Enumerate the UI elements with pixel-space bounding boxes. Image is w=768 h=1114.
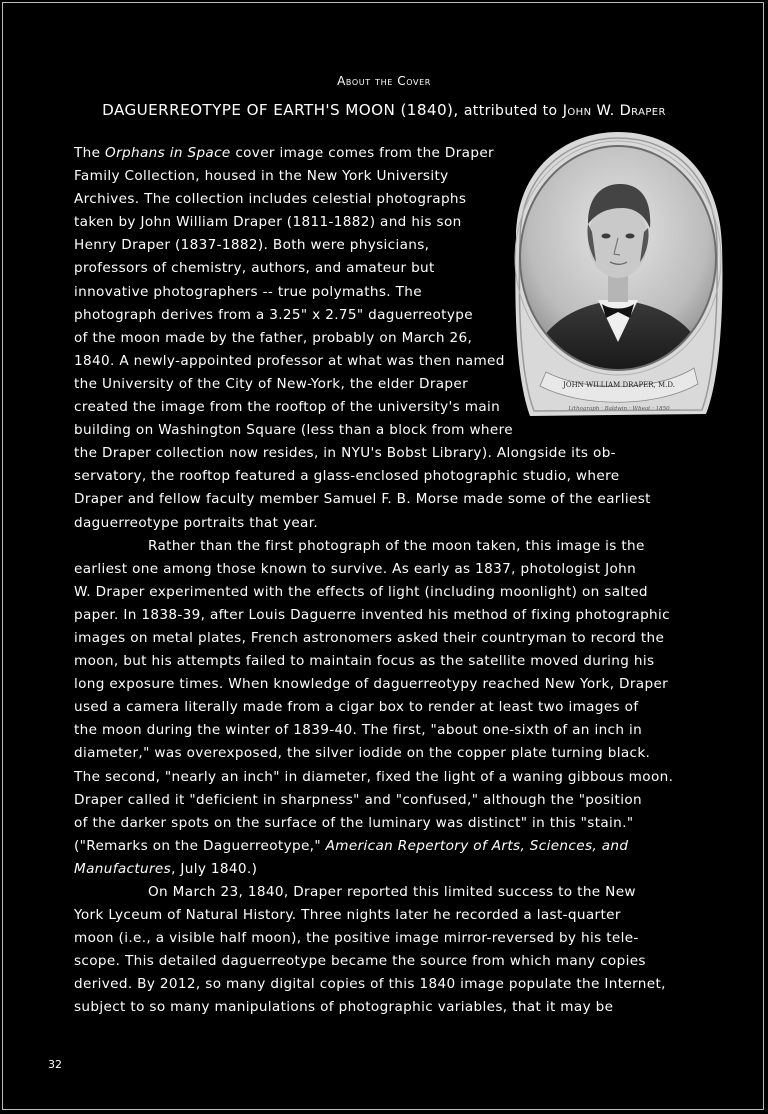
text-run: The: [74, 145, 101, 161]
journal-title: Manufactures: [74, 860, 172, 877]
text-line: paper. In 1838-39, after Louis Daguerre invented his method of fixing photographic: [74, 606, 670, 623]
text-line: the moon during the winter of 1839-40. The first, "about one-sixth of an inch in: [74, 722, 643, 739]
journal-title: Orphans in Space: [105, 145, 231, 161]
text-line: The second, "nearly an inch" in diameter, fixed the light of a waning gibbous moon.: [74, 768, 674, 785]
text-line: [74, 835, 702, 858]
text-line: building on Washington Square (less than a block from where: [74, 422, 513, 439]
title-author: John W. Draper: [562, 103, 666, 119]
text-line: the Draper collection now resides, in NYU's Bobst Library). Alongside its ob-: [74, 445, 616, 462]
portrait-subcaption: Lithograph · Baldwin · Wheat · 1850: [568, 406, 670, 412]
text-line: [74, 142, 702, 165]
article-body: [74, 142, 702, 1020]
text-run: , July 1840.): [171, 860, 258, 877]
text-run: cover image comes from the Draper: [235, 145, 494, 161]
text-line: Henry Draper (1837-1882). Both were physicians,: [74, 237, 430, 254]
text-line: earliest one among those known to survive. As early as 1837, photologist John: [74, 560, 637, 577]
text-line: 1840. A newly-appointed professor at what was then named: [74, 352, 505, 369]
text-line: servatory, the rooftop featured a glass-enclosed photographic studio, where: [74, 468, 620, 485]
text-line: of the darker spots on the surface of the luminary was distinct" in this "stain.": [74, 814, 634, 831]
text-line: long exposure times. When knowledge of daguerreotypy reached New York, Draper: [74, 676, 669, 693]
text-run: ("Remarks on the Daguerreotype,": [74, 837, 321, 854]
text-line: On March 23, 1840, Draper reported this limited success to the New: [148, 884, 636, 900]
text-line: daguerreotype portraits that year.: [74, 514, 319, 531]
text-line: taken by John William Draper (1811-1882) and his son: [74, 214, 462, 231]
text-line: W. Draper experimented with the effects of light (including moonlight) on salted: [74, 583, 648, 600]
text-line: diameter," was overexposed, the silver iodide on the copper plate turning black.: [74, 745, 651, 762]
text-line: the University of the City of New-York, the elder Draper: [74, 375, 469, 392]
paragraph-1: [74, 142, 702, 535]
paragraph-3: [74, 881, 702, 1020]
page-number: 32: [48, 1058, 62, 1071]
text-line: moon (i.e., a visible half moon), the positive image mirror-reversed by his tele-: [74, 930, 639, 947]
text-line: subject to so many manipulations of photographic variables, that it may be: [74, 999, 614, 1016]
portrait-caption: JOHN WILLIAM DRAPER, M.D.: [563, 381, 675, 389]
text-line: Draper and fellow faculty member Samuel F. B. Morse made some of the earliest: [74, 491, 651, 508]
text-line: Draper called it "deficient in sharpness" and "confused," although the "position: [74, 791, 642, 808]
text-line: of the moon made by the father, probably on March 26,: [74, 329, 473, 346]
text-line: photograph derives from a 3.25" x 2.75" daguerreotype: [74, 306, 473, 323]
journal-title: American Repertory of Arts, Sciences, and: [325, 837, 629, 854]
text-line: Family Collection, housed in the New York University: [74, 168, 449, 185]
text-line: Archives. The collection includes celestial photographs: [74, 191, 467, 208]
text-line: used a camera literally made from a cigar box to render at least two images of: [74, 699, 639, 716]
article-title: [0, 101, 768, 119]
title-main: DAGUERREOTYPE OF EARTH'S MOON (1840),: [102, 101, 459, 119]
text-line: York Lyceum of Natural History. Three nights later he recorded a last-quarter: [74, 907, 621, 924]
text-line: innovative photographers -- true polymaths. The: [74, 283, 422, 300]
paragraph-2: [74, 535, 702, 881]
title-attribution: attributed to: [463, 103, 558, 119]
text-line: scope. This detailed daguerreotype became the source from which many copies: [74, 953, 646, 970]
text-line: professors of chemistry, authors, and amateur but: [74, 260, 435, 277]
text-line: [74, 858, 702, 881]
text-line: derived. By 2012, so many digital copies of this 1840 image populate the Internet,: [74, 976, 666, 993]
text-line: moon, but his attempts failed to maintain focus as the satellite moved during his: [74, 653, 655, 670]
text-line: images on metal plates, French astronomers asked their countryman to record the: [74, 629, 665, 646]
text-line: Rather than the first photograph of the moon taken, this image is the: [148, 537, 645, 554]
section-kicker: About the Cover: [337, 74, 431, 88]
text-line: created the image from the rooftop of the university's main: [74, 399, 501, 416]
